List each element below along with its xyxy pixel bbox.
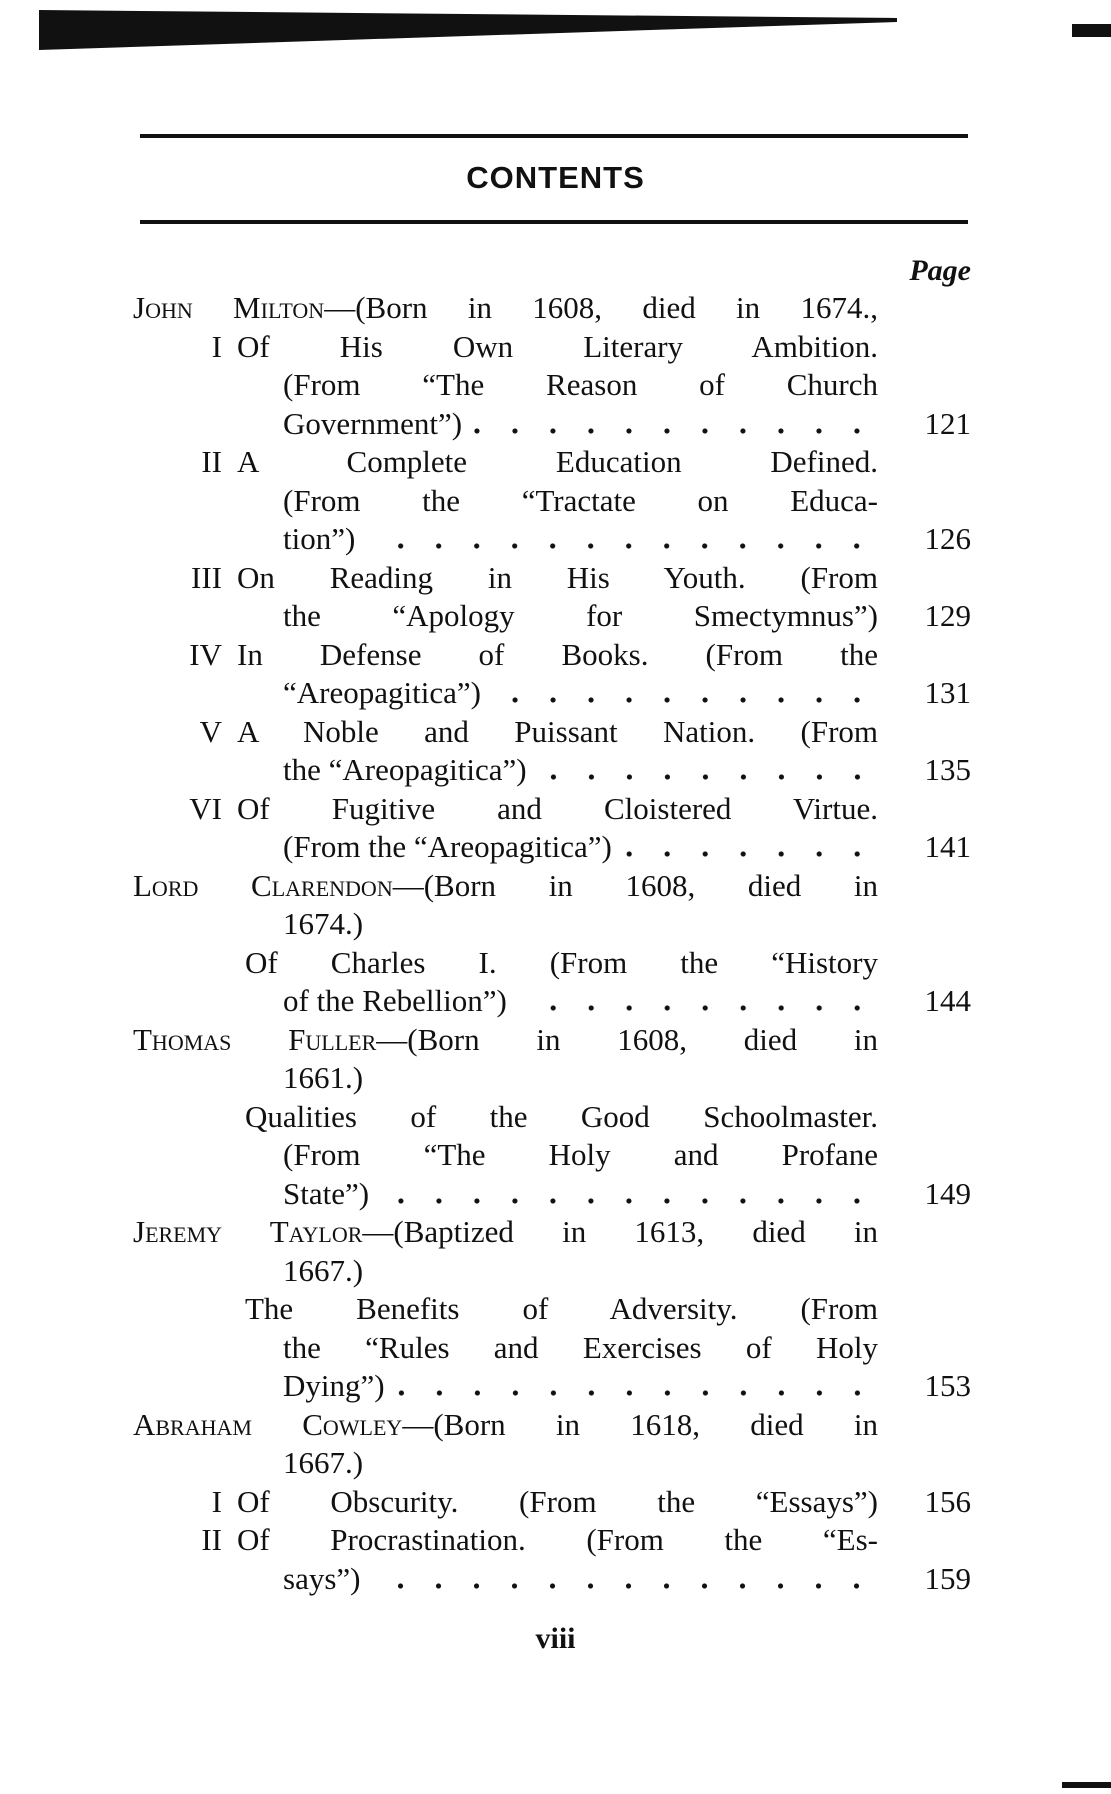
- entry-text: [237, 636, 878, 674]
- dot-leader: [381, 1175, 878, 1213]
- entry-title: —(Born in 1608, died in: [376, 1021, 878, 1057]
- entry-text: [283, 1136, 878, 1174]
- entry-text: [133, 867, 878, 905]
- toc-line: [245, 1098, 878, 1136]
- toc-line: [283, 674, 878, 712]
- scan-edge-shadow: [0, 0, 1111, 60]
- toc-line: [201, 1521, 878, 1559]
- toc-line: [199, 713, 878, 751]
- entry-text: [237, 328, 878, 366]
- entry-title: Of Fugitive and Cloistered Virtue.: [237, 790, 878, 826]
- toc-line: [283, 982, 878, 1020]
- toc-line: [283, 405, 878, 443]
- toc-line: [245, 1290, 878, 1328]
- dot-leader: [474, 405, 878, 443]
- entry-text: [237, 559, 878, 597]
- toc-line: [283, 482, 878, 520]
- entry-title: Dying”): [283, 1368, 385, 1403]
- section-numeral: III: [191, 559, 222, 595]
- entry-title: Government”): [283, 405, 463, 441]
- author-heading: [133, 1021, 878, 1059]
- page-number: 141: [924, 829, 971, 864]
- dot-leader: [624, 828, 878, 866]
- entry-text: [283, 674, 481, 712]
- entry-title: says”): [283, 1560, 361, 1596]
- section-numeral: II: [201, 1522, 222, 1557]
- entry-text: [283, 597, 878, 635]
- entry-text: [133, 1021, 878, 1059]
- entry-title: 1661.): [283, 1060, 364, 1095]
- author-heading: [133, 1406, 878, 1444]
- entry-title: the “Areopagitica”): [283, 752, 527, 787]
- entry-title: (From “The Holy and Profane: [283, 1137, 878, 1172]
- entry-title: On Reading in His Youth. (From: [237, 559, 878, 595]
- toc-line: [189, 636, 878, 674]
- entry-title: 1667.): [283, 1445, 364, 1480]
- author-heading: [133, 1213, 878, 1251]
- page-number: 153: [924, 1368, 971, 1403]
- toc-line: [283, 1059, 878, 1097]
- toc-line: [283, 905, 878, 943]
- entry-title: tion”): [283, 521, 356, 556]
- entry-text: [237, 790, 878, 828]
- entry-title: —(Baptized in 1613, died in: [362, 1214, 878, 1249]
- entry-text: [283, 1175, 369, 1213]
- author-heading: [133, 867, 878, 905]
- entry-title: (From the “Tractate on Educa-: [283, 482, 878, 518]
- entry-text: [283, 1329, 878, 1367]
- section-numeral: I: [211, 1483, 222, 1519]
- entry-text: [283, 751, 527, 789]
- entry-text: [283, 905, 363, 943]
- author-name: Abraham Cowley: [133, 1406, 403, 1442]
- entry-title: of the Rebellion”): [283, 983, 507, 1018]
- entry-title: Of His Own Literary Ambition.: [237, 328, 878, 364]
- bottom-edge-mark: [1062, 1782, 1111, 1788]
- entry-title: the “Rules and Exercises of Holy: [283, 1329, 878, 1365]
- entry-text: [237, 1483, 878, 1521]
- page-number: 156: [924, 1483, 971, 1519]
- entry-text: [245, 944, 878, 982]
- section-numeral: VI: [189, 790, 222, 826]
- toc-line: [283, 1329, 878, 1367]
- page-title: CONTENTS: [466, 160, 645, 195]
- entry-text: [237, 443, 878, 481]
- entry-text: [245, 1290, 878, 1328]
- entry-text: [283, 1059, 363, 1097]
- entry-text: [283, 520, 355, 558]
- entry-title: the “Apology for Smectymnus”): [283, 598, 878, 633]
- toc-line: [283, 1175, 878, 1213]
- entry-title: Of Procrastination. (From the “Es-: [237, 1522, 878, 1557]
- page-number: 159: [924, 1560, 971, 1596]
- page-number: 144: [924, 983, 971, 1018]
- dot-leader: [372, 1560, 878, 1598]
- entry-title: —(Born in 1618, died in: [402, 1406, 878, 1442]
- page-number: 135: [924, 752, 971, 787]
- dot-leader: [539, 751, 878, 789]
- author-name: Jeremy Taylor: [133, 1214, 363, 1249]
- dot-leader: [397, 1367, 878, 1405]
- top-rule: [140, 134, 968, 138]
- entry-title: Of Obscurity. (From the “Essays”): [237, 1483, 878, 1519]
- dot-leader: [367, 520, 878, 558]
- entry-text: [237, 1521, 878, 1559]
- author-name: Thomas Fuller: [133, 1021, 377, 1057]
- entry-title: A Noble and Puissant Nation. (From: [237, 713, 878, 749]
- author-name: Lord Clarendon: [133, 867, 393, 903]
- entry-title: —(Born in 1608, died in 1674.,: [324, 290, 878, 325]
- entry-text: [133, 1406, 878, 1444]
- section-numeral: II: [201, 444, 222, 479]
- entry-title: A Complete Education Defined.: [237, 444, 878, 479]
- entry-text: [133, 1213, 878, 1251]
- page-number: 121: [924, 405, 971, 441]
- bottom-rule: [140, 220, 968, 224]
- entry-text: [283, 405, 462, 443]
- section-numeral: I: [211, 328, 222, 364]
- toc-line: [283, 1560, 878, 1598]
- entry-title: 1674.): [283, 906, 364, 941]
- entry-text: [283, 982, 507, 1020]
- page-number-footer: viii: [535, 1622, 576, 1655]
- entry-title: State”): [283, 1175, 370, 1211]
- entry-text: [283, 1444, 363, 1482]
- toc-line: [211, 1483, 878, 1521]
- entry-title: (From the “Areopagitica”): [283, 829, 612, 864]
- dot-leader: [519, 982, 878, 1020]
- entry-title: Of Charles I. (From the “History: [245, 944, 878, 980]
- entry-text: [245, 1098, 878, 1136]
- toc-line: [211, 328, 878, 366]
- page-number: 126: [924, 521, 971, 556]
- entry-title: “Areopagitica”): [283, 675, 481, 710]
- entry-title: In Defense of Books. (From the: [237, 636, 878, 672]
- entry-text: [283, 1252, 363, 1290]
- entry-text: [133, 289, 878, 327]
- toc-line: [189, 790, 878, 828]
- section-numeral: IV: [189, 636, 222, 672]
- page-number: 131: [924, 675, 971, 710]
- page-column-heading: Page: [909, 254, 971, 287]
- entry-text: [283, 828, 612, 866]
- toc-line: [283, 828, 878, 866]
- toc-line: [283, 751, 878, 789]
- entry-title: 1667.): [283, 1252, 364, 1288]
- author-name: John Milton: [133, 290, 325, 325]
- entry-title: Qualities of the Good Schoolmaster.: [245, 1098, 878, 1134]
- entry-text: [283, 366, 878, 404]
- toc-line: [283, 520, 878, 558]
- toc-line: [245, 944, 878, 982]
- toc-line: [283, 597, 878, 635]
- page-number: 149: [924, 1175, 971, 1211]
- author-heading: [133, 289, 878, 327]
- entry-text: [283, 482, 878, 520]
- entry-title: The Benefits of Adversity. (From: [245, 1291, 878, 1326]
- toc-line: [201, 443, 878, 481]
- toc-line: [283, 1367, 878, 1405]
- toc-line: [283, 1136, 878, 1174]
- entry-title: (From “The Reason of Church: [283, 367, 878, 402]
- entry-title: —(Born in 1608, died in: [392, 867, 878, 903]
- toc-line: [283, 1444, 878, 1482]
- toc-line: [283, 366, 878, 404]
- dot-leader: [493, 674, 878, 712]
- entry-text: [237, 713, 878, 751]
- entry-text: [283, 1560, 360, 1598]
- toc-line: [283, 1252, 878, 1290]
- page-number: 129: [924, 598, 971, 633]
- section-numeral: V: [199, 713, 222, 749]
- entry-text: [283, 1367, 385, 1405]
- toc-line: [191, 559, 878, 597]
